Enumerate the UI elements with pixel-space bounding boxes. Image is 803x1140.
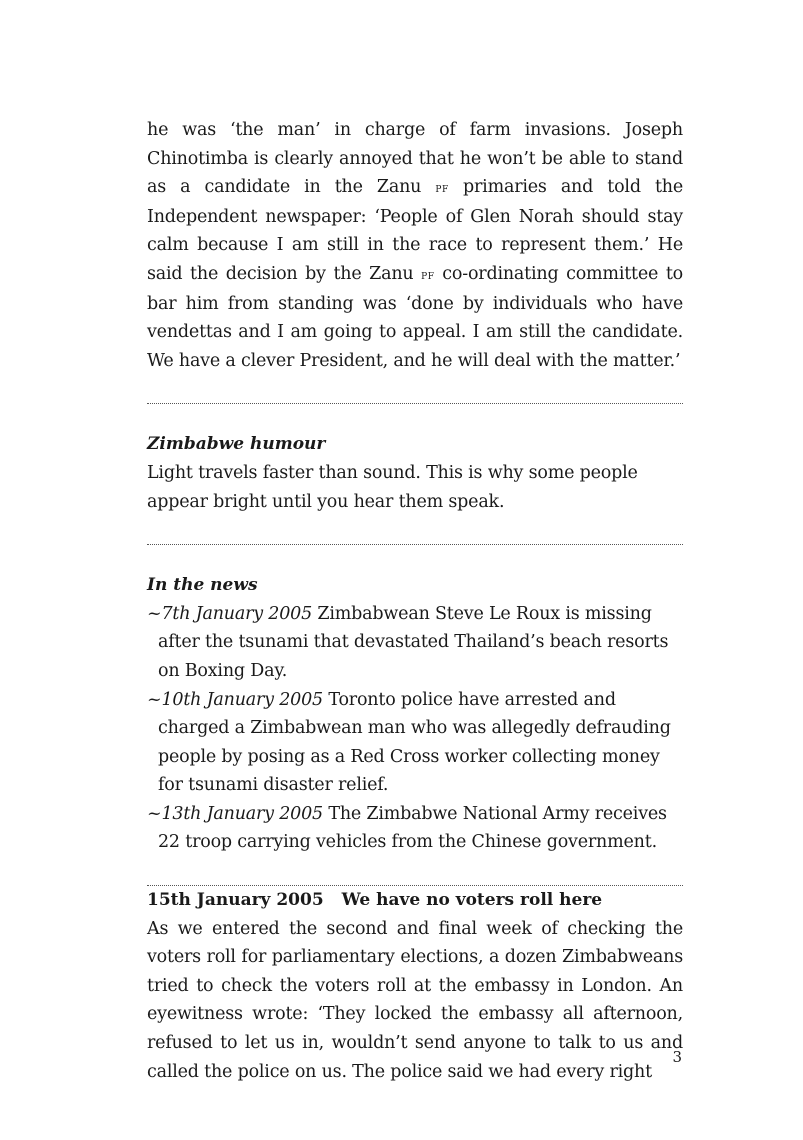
page-number: 3 xyxy=(672,1048,682,1066)
section-divider xyxy=(147,403,683,404)
party-abbreviation: pf xyxy=(435,180,449,196)
news-item xyxy=(147,600,683,686)
intro-text-part2: primaries and told the Independent newspaper: ‘People of Glen Norah should stay calm because I am still in the race to represent them.’ He said the decision by the Zanu xyxy=(147,177,683,284)
news-date: ~10th January 2005 xyxy=(147,689,323,710)
news-item xyxy=(147,686,683,800)
news-list xyxy=(147,600,683,857)
party-abbreviation: pf xyxy=(421,266,435,282)
humour-heading: Zimbabwe humour xyxy=(147,434,326,455)
news-heading: In the news xyxy=(147,575,258,596)
diary-title: We have no voters roll here xyxy=(341,890,603,911)
news-text: The Zimbabwe National Army receives 22 troop carrying vehicles from the Chinese government. xyxy=(158,803,667,853)
news-text: Toronto police have arrested and charged a Zimbabwean man who was allegedly defrauding people by posing as a Red Cross worker collecting money for tsunami disaster relief. xyxy=(158,689,671,796)
news-text: Zimbabwean Steve Le Roux is missing after the tsunami that devastated Thailand’s beach resorts on Boxing Day. xyxy=(158,603,669,681)
news-date: ~13th January 2005 xyxy=(147,803,323,824)
intro-text-part1: he was ‘the man’ in charge of farm invasions. Joseph Chinotimba is clearly annoyed that he won’t be able to stand as a candidate in the Zanu xyxy=(147,120,683,198)
diary-date: 15th January 2005 xyxy=(147,890,324,911)
news-date: ~7th January 2005 xyxy=(147,603,313,624)
diary-text: As we entered the second and final week of checking the voters roll for parliamentary elections, a dozen Zimbabweans tried to check the voters roll at the embassy in London. An eyewitness wrote: ‘They locked the embassy all afternoon, refused to let us in, wouldn’t send anyone to talk to us and called the police on us. The police said we had every right xyxy=(147,918,683,1082)
humour-text: Light travels faster than sound. This is why some people appear bright until you hear them speak. xyxy=(147,462,638,512)
intro-text-part3: co-ordinating committee to bar him from standing was ‘done by individuals who have vendettas and I am going to appeal. I am still the candidate. We have a clever President, and he will deal with the matter.’ xyxy=(147,263,683,371)
diary-heading xyxy=(147,886,683,915)
intro-paragraph xyxy=(147,116,683,375)
section-divider xyxy=(147,544,683,545)
news-item xyxy=(147,800,683,857)
page-content xyxy=(147,116,683,1086)
